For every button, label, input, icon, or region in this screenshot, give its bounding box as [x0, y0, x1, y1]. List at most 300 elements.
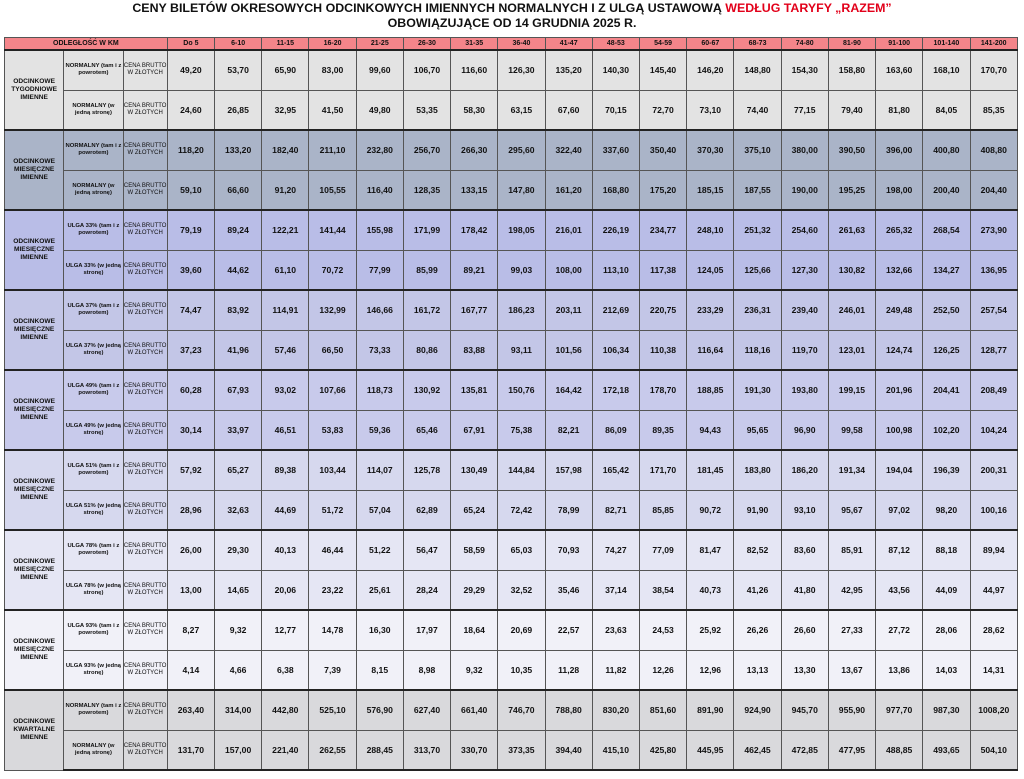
price-unit-label: CENA BRUTTO W ZŁOTYCH — [123, 650, 167, 690]
distance-range-header: 31-35 — [451, 38, 498, 51]
price-cell: 58,30 — [451, 90, 498, 130]
price-cell: 41,80 — [781, 570, 828, 610]
price-cell: 28,62 — [970, 610, 1018, 650]
price-cell: 59,10 — [167, 170, 214, 210]
price-cell: 40,73 — [687, 570, 734, 610]
price-cell: 337,60 — [592, 130, 639, 170]
price-cell: 58,59 — [451, 530, 498, 570]
price-cell: 249,48 — [876, 290, 923, 330]
price-cell: 8,15 — [356, 650, 403, 690]
price-cell: 493,65 — [923, 730, 970, 770]
price-cell: 198,00 — [876, 170, 923, 210]
fare-type: NORMALNY (tam i z powrotem) — [64, 130, 123, 170]
price-cell: 18,64 — [451, 610, 498, 650]
price-cell: 627,40 — [403, 690, 450, 730]
price-cell: 100,98 — [876, 410, 923, 450]
price-cell: 32,95 — [262, 90, 309, 130]
price-cell: 128,35 — [403, 170, 450, 210]
price-cell: 170,70 — [970, 50, 1018, 90]
price-cell: 44,62 — [215, 250, 262, 290]
price-cell: 157,98 — [545, 450, 592, 490]
title-main: CENY BILETÓW OKRESOWYCH ODCINKOWYCH IMIENNYCH NORMALNYCH I Z ULGĄ USTAWOWĄ — [132, 1, 722, 15]
table-row — [5, 650, 1018, 690]
price-cell: 86,09 — [592, 410, 639, 450]
price-cell: 261,63 — [828, 210, 875, 250]
table-row — [5, 130, 1018, 170]
distance-range-header: 74-80 — [781, 38, 828, 51]
price-cell: 20,06 — [262, 570, 309, 610]
price-cell: 24,53 — [639, 610, 686, 650]
price-cell: 13,30 — [781, 650, 828, 690]
price-cell: 987,30 — [923, 690, 970, 730]
price-cell: 81,47 — [687, 530, 734, 570]
price-cell: 11,82 — [592, 650, 639, 690]
table-row — [5, 690, 1018, 730]
price-cell: 133,15 — [451, 170, 498, 210]
price-unit-label: CENA BRUTTO W ZŁOTYCH — [123, 90, 167, 130]
price-cell: 171,99 — [403, 210, 450, 250]
price-cell: 146,66 — [356, 290, 403, 330]
price-cell: 41,96 — [215, 330, 262, 370]
price-cell: 10,35 — [498, 650, 545, 690]
price-cell: 168,10 — [923, 50, 970, 90]
price-cell: 134,27 — [923, 250, 970, 290]
price-cell: 9,32 — [215, 610, 262, 650]
price-cell: 132,66 — [876, 250, 923, 290]
price-cell: 110,38 — [639, 330, 686, 370]
table-row — [5, 490, 1018, 530]
price-cell: 73,10 — [687, 90, 734, 130]
price-cell: 67,60 — [545, 90, 592, 130]
document-title — [0, 0, 1024, 31]
price-cell: 203,11 — [545, 290, 592, 330]
price-cell: 472,85 — [781, 730, 828, 770]
price-cell: 128,77 — [970, 330, 1018, 370]
price-cell: 126,30 — [498, 50, 545, 90]
price-cell: 25,92 — [687, 610, 734, 650]
price-cell: 4,14 — [167, 650, 214, 690]
price-unit-label: CENA BRUTTO W ZŁOTYCH — [123, 530, 167, 570]
price-cell: 93,11 — [498, 330, 545, 370]
price-cell: 77,09 — [639, 530, 686, 570]
price-cell: 375,10 — [734, 130, 781, 170]
price-cell: 72,42 — [498, 490, 545, 530]
price-cell: 74,47 — [167, 290, 214, 330]
price-table — [4, 37, 1018, 771]
price-cell: 84,05 — [923, 90, 970, 130]
price-cell: 146,20 — [687, 50, 734, 90]
price-cell: 477,95 — [828, 730, 875, 770]
price-cell: 91,90 — [734, 490, 781, 530]
price-cell: 135,20 — [545, 50, 592, 90]
price-cell: 265,32 — [876, 210, 923, 250]
fare-type: ULGA 37% (w jedną stronę) — [64, 330, 123, 370]
price-unit-label: CENA BRUTTO W ZŁOTYCH — [123, 730, 167, 770]
table-row — [5, 610, 1018, 650]
price-cell: 67,93 — [215, 370, 262, 410]
price-cell: 136,95 — [970, 250, 1018, 290]
price-cell: 114,91 — [262, 290, 309, 330]
price-cell: 396,00 — [876, 130, 923, 170]
price-unit-label: CENA BRUTTO W ZŁOTYCH — [123, 370, 167, 410]
price-cell: 288,45 — [356, 730, 403, 770]
price-cell: 295,60 — [498, 130, 545, 170]
price-cell: 172,18 — [592, 370, 639, 410]
price-cell: 204,41 — [923, 370, 970, 410]
price-cell: 135,81 — [451, 370, 498, 410]
price-cell: 81,80 — [876, 90, 923, 130]
fare-type: ULGA 33% (tam i z powrotem) — [64, 210, 123, 250]
price-cell: 130,49 — [451, 450, 498, 490]
price-cell: 198,05 — [498, 210, 545, 250]
price-cell: 6,38 — [262, 650, 309, 690]
price-cell: 147,80 — [498, 170, 545, 210]
price-cell: 44,09 — [923, 570, 970, 610]
price-cell: 63,15 — [498, 90, 545, 130]
price-cell: 53,35 — [403, 90, 450, 130]
table-row — [5, 530, 1018, 570]
distance-header: ODLEGŁOŚĆ W KM — [5, 38, 168, 51]
distance-range-header: 54-59 — [639, 38, 686, 51]
price-cell: 945,70 — [781, 690, 828, 730]
price-cell: 108,00 — [545, 250, 592, 290]
table-body — [5, 50, 1018, 770]
price-cell: 168,80 — [592, 170, 639, 210]
price-cell: 24,60 — [167, 90, 214, 130]
price-cell: 127,30 — [781, 250, 828, 290]
fare-type: ULGA 33% (w jedną stronę) — [64, 250, 123, 290]
price-cell: 94,43 — [687, 410, 734, 450]
price-cell: 123,01 — [828, 330, 875, 370]
price-cell: 7,39 — [309, 650, 356, 690]
price-cell: 216,01 — [545, 210, 592, 250]
price-cell: 35,46 — [545, 570, 592, 610]
price-cell: 891,90 — [687, 690, 734, 730]
price-cell: 53,83 — [309, 410, 356, 450]
price-unit-label: CENA BRUTTO W ZŁOTYCH — [123, 170, 167, 210]
price-cell: 191,34 — [828, 450, 875, 490]
price-cell: 124,74 — [876, 330, 923, 370]
price-cell: 22,57 — [545, 610, 592, 650]
price-cell: 256,70 — [403, 130, 450, 170]
price-cell: 100,16 — [970, 490, 1018, 530]
price-unit-label: CENA BRUTTO W ZŁOTYCH — [123, 410, 167, 450]
price-cell: 57,04 — [356, 490, 403, 530]
price-cell: 62,89 — [403, 490, 450, 530]
price-cell: 77,15 — [781, 90, 828, 130]
price-cell: 116,60 — [451, 50, 498, 90]
price-cell: 102,20 — [923, 410, 970, 450]
price-cell: 394,40 — [545, 730, 592, 770]
table-header — [5, 38, 1018, 51]
price-cell: 181,45 — [687, 450, 734, 490]
price-cell: 262,55 — [309, 730, 356, 770]
price-unit-label: CENA BRUTTO W ZŁOTYCH — [123, 570, 167, 610]
price-cell: 82,21 — [545, 410, 592, 450]
price-cell: 113,10 — [592, 250, 639, 290]
price-cell: 187,55 — [734, 170, 781, 210]
price-cell: 263,40 — [167, 690, 214, 730]
price-cell: 33,97 — [215, 410, 262, 450]
fare-type: NORMALNY (tam i z powrotem) — [64, 50, 123, 90]
price-cell: 164,42 — [545, 370, 592, 410]
price-unit-label: CENA BRUTTO W ZŁOTYCH — [123, 450, 167, 490]
price-cell: 93,10 — [781, 490, 828, 530]
table-row — [5, 250, 1018, 290]
price-cell: 200,31 — [970, 450, 1018, 490]
price-cell: 72,70 — [639, 90, 686, 130]
price-cell: 11,28 — [545, 650, 592, 690]
price-cell: 186,20 — [781, 450, 828, 490]
price-cell: 85,35 — [970, 90, 1018, 130]
price-cell: 83,00 — [309, 50, 356, 90]
price-cell: 29,29 — [451, 570, 498, 610]
price-cell: 157,00 — [215, 730, 262, 770]
price-cell: 44,69 — [262, 490, 309, 530]
price-cell: 104,24 — [970, 410, 1018, 450]
price-cell: 236,31 — [734, 290, 781, 330]
distance-range-header: 141-200 — [970, 38, 1018, 51]
price-cell: 118,20 — [167, 130, 214, 170]
price-cell: 165,42 — [592, 450, 639, 490]
price-cell: 37,23 — [167, 330, 214, 370]
table-row — [5, 570, 1018, 610]
price-cell: 133,20 — [215, 130, 262, 170]
price-unit-label: CENA BRUTTO W ZŁOTYCH — [123, 610, 167, 650]
price-unit-label: CENA BRUTTO W ZŁOTYCH — [123, 250, 167, 290]
price-cell: 88,18 — [923, 530, 970, 570]
ticket-category: ODCINKOWE MIESIĘCZNE IMIENNE — [5, 290, 64, 370]
price-cell: 89,94 — [970, 530, 1018, 570]
price-cell: 66,60 — [215, 170, 262, 210]
price-cell: 977,70 — [876, 690, 923, 730]
price-cell: 208,49 — [970, 370, 1018, 410]
price-cell: 82,52 — [734, 530, 781, 570]
ticket-category: ODCINKOWE MIESIĘCZNE IMIENNE — [5, 530, 64, 610]
price-cell: 126,25 — [923, 330, 970, 370]
price-cell: 23,22 — [309, 570, 356, 610]
price-cell: 141,44 — [309, 210, 356, 250]
price-cell: 8,27 — [167, 610, 214, 650]
fare-type: ULGA 93% (tam i z powrotem) — [64, 610, 123, 650]
fare-type: ULGA 49% (tam i z powrotem) — [64, 370, 123, 410]
price-cell: 66,50 — [309, 330, 356, 370]
price-cell: 163,60 — [876, 50, 923, 90]
price-cell: 23,63 — [592, 610, 639, 650]
price-cell: 239,40 — [781, 290, 828, 330]
price-cell: 96,90 — [781, 410, 828, 450]
price-cell: 442,80 — [262, 690, 309, 730]
price-cell: 14,65 — [215, 570, 262, 610]
price-cell: 232,80 — [356, 130, 403, 170]
price-cell: 400,80 — [923, 130, 970, 170]
price-cell: 1008,20 — [970, 690, 1018, 730]
distance-range-header: 41-47 — [545, 38, 592, 51]
price-cell: 39,60 — [167, 250, 214, 290]
price-cell: 75,38 — [498, 410, 545, 450]
price-cell: 445,95 — [687, 730, 734, 770]
price-cell: 106,70 — [403, 50, 450, 90]
price-cell: 83,60 — [781, 530, 828, 570]
price-cell: 124,05 — [687, 250, 734, 290]
price-cell: 95,67 — [828, 490, 875, 530]
price-cell: 576,90 — [356, 690, 403, 730]
price-cell: 28,24 — [403, 570, 450, 610]
price-cell: 196,39 — [923, 450, 970, 490]
ticket-category: ODCINKOWE KWARTALNE IMIENNE — [5, 690, 64, 770]
price-unit-label: CENA BRUTTO W ZŁOTYCH — [123, 690, 167, 730]
price-cell: 98,20 — [923, 490, 970, 530]
price-cell: 85,85 — [639, 490, 686, 530]
distance-range-header: 91-100 — [876, 38, 923, 51]
price-cell: 42,95 — [828, 570, 875, 610]
price-cell: 178,42 — [451, 210, 498, 250]
price-cell: 116,64 — [687, 330, 734, 370]
price-cell: 99,03 — [498, 250, 545, 290]
price-cell: 90,72 — [687, 490, 734, 530]
price-cell: 415,10 — [592, 730, 639, 770]
price-unit-label: CENA BRUTTO W ZŁOTYCH — [123, 50, 167, 90]
price-cell: 117,38 — [639, 250, 686, 290]
price-cell: 16,30 — [356, 610, 403, 650]
fare-type: NORMALNY (w jedną stronę) — [64, 730, 123, 770]
price-cell: 13,13 — [734, 650, 781, 690]
price-cell: 191,30 — [734, 370, 781, 410]
price-cell: 313,70 — [403, 730, 450, 770]
price-cell: 65,03 — [498, 530, 545, 570]
price-cell: 80,86 — [403, 330, 450, 370]
price-cell: 26,85 — [215, 90, 262, 130]
price-cell: 26,60 — [781, 610, 828, 650]
distance-range-header: 21-25 — [356, 38, 403, 51]
price-cell: 148,80 — [734, 50, 781, 90]
price-cell: 44,97 — [970, 570, 1018, 610]
price-cell: 373,35 — [498, 730, 545, 770]
price-cell: 25,61 — [356, 570, 403, 610]
price-cell: 12,77 — [262, 610, 309, 650]
price-cell: 130,92 — [403, 370, 450, 410]
distance-range-header: 48-53 — [592, 38, 639, 51]
price-cell: 150,76 — [498, 370, 545, 410]
price-cell: 8,98 — [403, 650, 450, 690]
fare-type: ULGA 78% (w jedną stronę) — [64, 570, 123, 610]
price-cell: 41,50 — [309, 90, 356, 130]
price-cell: 57,92 — [167, 450, 214, 490]
price-cell: 175,20 — [639, 170, 686, 210]
distance-range-header: 11-15 — [262, 38, 309, 51]
fare-type: ULGA 37% (tam i z powrotem) — [64, 290, 123, 330]
price-cell: 51,22 — [356, 530, 403, 570]
price-cell: 161,72 — [403, 290, 450, 330]
price-cell: 425,80 — [639, 730, 686, 770]
price-cell: 82,71 — [592, 490, 639, 530]
price-cell: 851,60 — [639, 690, 686, 730]
price-cell: 144,84 — [498, 450, 545, 490]
price-cell: 78,99 — [545, 490, 592, 530]
price-cell: 194,04 — [876, 450, 923, 490]
price-cell: 83,88 — [451, 330, 498, 370]
price-cell: 12,96 — [687, 650, 734, 690]
price-cell: 70,93 — [545, 530, 592, 570]
price-cell: 186,23 — [498, 290, 545, 330]
price-cell: 107,66 — [309, 370, 356, 410]
price-cell: 183,80 — [734, 450, 781, 490]
table-row — [5, 90, 1018, 130]
price-cell: 26,26 — [734, 610, 781, 650]
price-cell: 221,40 — [262, 730, 309, 770]
price-cell: 188,85 — [687, 370, 734, 410]
price-cell: 155,98 — [356, 210, 403, 250]
price-cell: 204,40 — [970, 170, 1018, 210]
price-cell: 390,50 — [828, 130, 875, 170]
price-cell: 83,92 — [215, 290, 262, 330]
table-row — [5, 410, 1018, 450]
price-cell: 59,36 — [356, 410, 403, 450]
price-cell: 955,90 — [828, 690, 875, 730]
price-cell: 130,82 — [828, 250, 875, 290]
price-cell: 41,26 — [734, 570, 781, 610]
fare-type: ULGA 51% (w jedną stronę) — [64, 490, 123, 530]
price-cell: 13,67 — [828, 650, 875, 690]
price-cell: 252,50 — [923, 290, 970, 330]
price-cell: 140,30 — [592, 50, 639, 90]
price-cell: 788,80 — [545, 690, 592, 730]
price-cell: 40,13 — [262, 530, 309, 570]
price-cell: 91,20 — [262, 170, 309, 210]
price-cell: 95,65 — [734, 410, 781, 450]
price-cell: 525,10 — [309, 690, 356, 730]
price-unit-label: CENA BRUTTO W ZŁOTYCH — [123, 290, 167, 330]
price-cell: 13,00 — [167, 570, 214, 610]
price-cell: 101,56 — [545, 330, 592, 370]
fare-type: ULGA 93% (w jedną stronę) — [64, 650, 123, 690]
price-cell: 350,40 — [639, 130, 686, 170]
price-cell: 29,30 — [215, 530, 262, 570]
ticket-category: ODCINKOWE MIESIĘCZNE IMIENNE — [5, 210, 64, 290]
price-cell: 254,60 — [781, 210, 828, 250]
price-cell: 14,31 — [970, 650, 1018, 690]
price-cell: 273,90 — [970, 210, 1018, 250]
price-cell: 226,19 — [592, 210, 639, 250]
price-unit-label: CENA BRUTTO W ZŁOTYCH — [123, 490, 167, 530]
price-cell: 182,40 — [262, 130, 309, 170]
price-unit-label: CENA BRUTTO W ZŁOTYCH — [123, 330, 167, 370]
price-cell: 167,77 — [451, 290, 498, 330]
price-cell: 314,00 — [215, 690, 262, 730]
ticket-category: ODCINKOWE MIESIĘCZNE IMIENNE — [5, 610, 64, 690]
price-cell: 118,16 — [734, 330, 781, 370]
price-cell: 251,32 — [734, 210, 781, 250]
price-cell: 61,10 — [262, 250, 309, 290]
price-cell: 65,90 — [262, 50, 309, 90]
price-cell: 20,69 — [498, 610, 545, 650]
ticket-category: ODCINKOWE MIESIĘCZNE IMIENNE — [5, 370, 64, 450]
price-cell: 28,06 — [923, 610, 970, 650]
price-cell: 185,15 — [687, 170, 734, 210]
price-cell: 28,96 — [167, 490, 214, 530]
price-cell: 14,78 — [309, 610, 356, 650]
price-cell: 199,15 — [828, 370, 875, 410]
price-cell: 132,99 — [309, 290, 356, 330]
price-cell: 79,19 — [167, 210, 214, 250]
price-cell: 99,58 — [828, 410, 875, 450]
price-cell: 51,72 — [309, 490, 356, 530]
title-line-2: OBOWIĄZUJĄCE OD 14 GRUDNIA 2025 R. — [387, 16, 637, 30]
price-cell: 57,46 — [262, 330, 309, 370]
price-cell: 131,70 — [167, 730, 214, 770]
price-cell: 193,80 — [781, 370, 828, 410]
price-cell: 248,10 — [687, 210, 734, 250]
